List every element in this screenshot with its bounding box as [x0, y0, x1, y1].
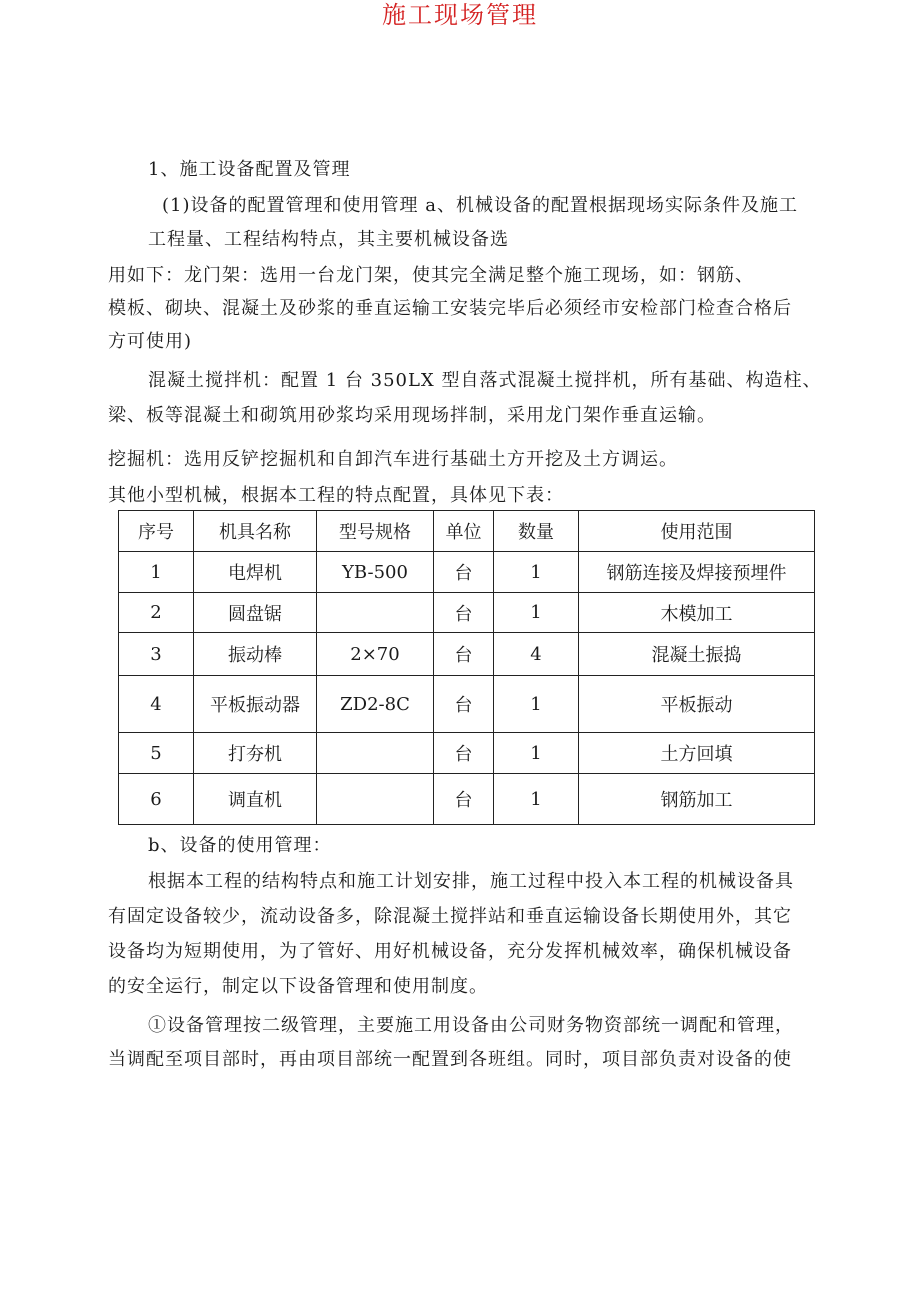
- table-row: [119, 676, 815, 733]
- table-cell: [317, 733, 434, 774]
- table-cell: 土方回填: [579, 733, 815, 774]
- paragraph-line: ①设备管理按二级管理，主要施工用设备由公司财务物资部统一调配和管理，: [148, 1015, 794, 1036]
- table-intro: 其他小型机械，根据本工程的特点配置，具体见下表：: [108, 485, 564, 506]
- equipment-table: [118, 510, 815, 825]
- table-row: [119, 774, 815, 825]
- paragraph-line: 挖掘机：选用反铲挖掘机和自卸汽车进行基础土方开挖及土方调运。: [108, 449, 678, 470]
- table-cell: 1: [494, 552, 579, 593]
- column-header: 使用范围: [579, 511, 815, 552]
- table-cell: 4: [119, 676, 194, 733]
- table-cell: 平板振动器: [194, 676, 317, 733]
- table-cell: [317, 593, 434, 633]
- column-header: 机具名称: [194, 511, 317, 552]
- table-cell: 1: [119, 552, 194, 593]
- table-cell: 混凝土振捣: [579, 633, 815, 676]
- table-cell: 1: [494, 774, 579, 825]
- section-heading: b、设备的使用管理：: [148, 835, 332, 856]
- table-cell: 1: [494, 593, 579, 633]
- table-row: [119, 633, 815, 676]
- table-row: [119, 552, 815, 593]
- paragraph-line: 当调配至项目部时，再由项目部统一配置到各班组。同时，项目部负责对设备的使: [108, 1049, 792, 1070]
- table-cell: 台: [434, 774, 494, 825]
- table-cell: 电焊机: [194, 552, 317, 593]
- table-cell: 圆盘锯: [194, 593, 317, 633]
- column-header: 数量: [494, 511, 579, 552]
- table-cell: 台: [434, 676, 494, 733]
- table-cell: 6: [119, 774, 194, 825]
- table-cell: ZD2-8C: [317, 676, 434, 733]
- table-cell: 1: [494, 676, 579, 733]
- table-cell: 5: [119, 733, 194, 774]
- paragraph-line: 方可使用): [108, 331, 193, 352]
- table-cell: [317, 774, 434, 825]
- table-cell: 振动棒: [194, 633, 317, 676]
- table-cell: 2×70: [317, 633, 434, 676]
- table-cell: 钢筋连接及焊接预埋件: [579, 552, 815, 593]
- table-cell: 4: [494, 633, 579, 676]
- paragraph-line: 有固定设备较少，流动设备多，除混凝土搅拌站和垂直运输设备长期使用外，其它: [108, 906, 792, 927]
- column-header: 单位: [434, 511, 494, 552]
- table-cell: YB-500: [317, 552, 434, 593]
- table-row: [119, 733, 815, 774]
- table-cell: 台: [434, 633, 494, 676]
- table-cell: 钢筋加工: [579, 774, 815, 825]
- table-cell: 台: [434, 733, 494, 774]
- paragraph-line: 混凝土搅拌机：配置 1 台 350LX 型自落式混凝土搅拌机，所有基础、构造柱、: [148, 370, 822, 391]
- section-heading: 1、施工设备配置及管理: [148, 159, 351, 180]
- table-cell: 打夯机: [194, 733, 317, 774]
- paragraph-line: 模板、砌块、混凝土及砂浆的垂直运输工安装完毕后必须经市安检部门检查合格后: [108, 298, 792, 319]
- table-cell: 1: [494, 733, 579, 774]
- table-cell: 调直机: [194, 774, 317, 825]
- paragraph-line: (1)设备的配置管理和使用管理 a、机械设备的配置根据现场实际条件及施工: [162, 195, 798, 216]
- paragraph-line: 工程量、工程结构特点，其主要机械设备选: [148, 229, 509, 250]
- table-header-row: [119, 511, 815, 552]
- column-header: 序号: [119, 511, 194, 552]
- paragraph-line: 根据本工程的结构特点和施工计划安排，施工过程中投入本工程的机械设备具: [148, 871, 794, 892]
- page-title: 施工现场管理: [382, 1, 538, 29]
- paragraph-line: 设备均为短期使用，为了管好、用好机械设备，充分发挥机械效率，确保机械设备: [108, 941, 792, 962]
- paragraph-line: 的安全运行，制定以下设备管理和使用制度。: [108, 976, 488, 997]
- table-cell: 2: [119, 593, 194, 633]
- table-row: [119, 593, 815, 633]
- column-header: 型号规格: [317, 511, 434, 552]
- table-cell: 木模加工: [579, 593, 815, 633]
- table-cell: 平板振动: [579, 676, 815, 733]
- paragraph-line: 梁、板等混凝土和砌筑用砂浆均采用现场拌制，采用龙门架作垂直运输。: [108, 405, 716, 426]
- paragraph-line: 用如下：龙门架：选用一台龙门架，使其完全满足整个施工现场，如：钢筋、: [108, 265, 754, 286]
- table-cell: 台: [434, 593, 494, 633]
- table-cell: 台: [434, 552, 494, 593]
- table-cell: 3: [119, 633, 194, 676]
